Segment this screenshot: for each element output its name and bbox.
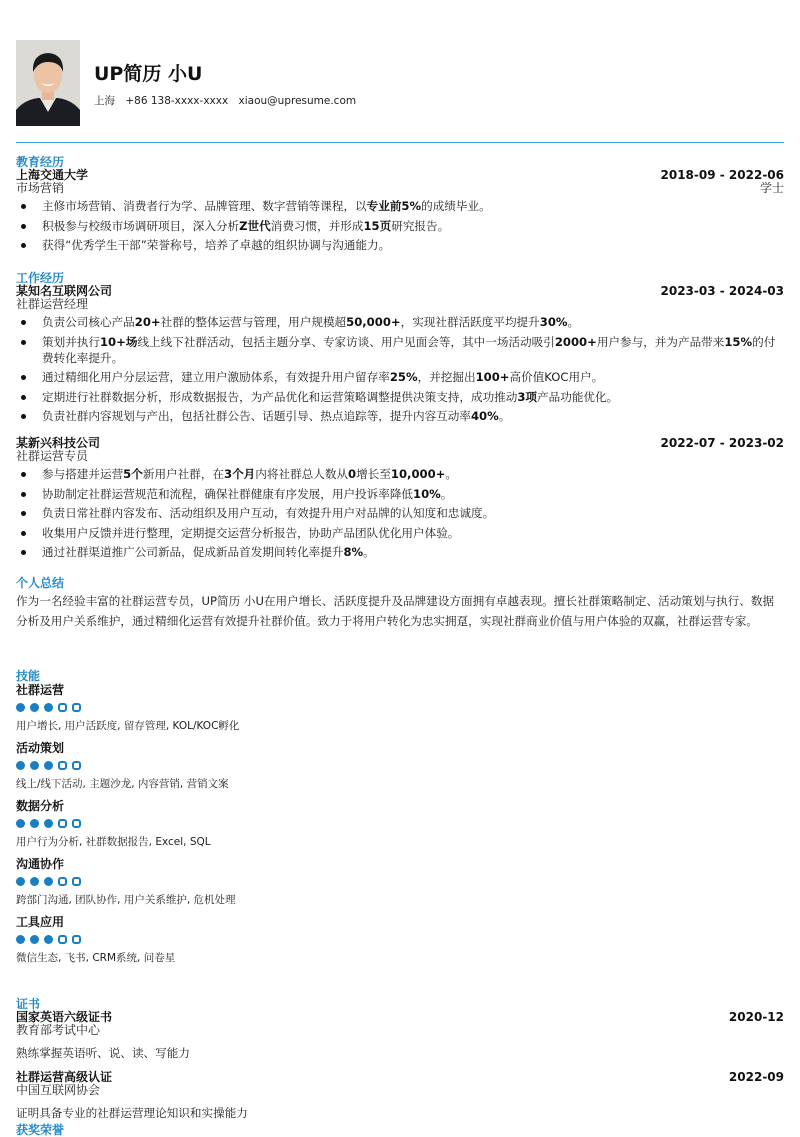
certificates-section [16, 997, 784, 1137]
bullet-item: 策划并执行10+场线上线下社群活动，包括主题分享、专家访谈、用户见面会等，其中一场活动吸引2000+用户参与，并为产品带来15%的付费转化率提升。 [16, 334, 784, 366]
skills-section [16, 670, 784, 973]
section-title: 工作经历 [16, 271, 65, 285]
date-range: 2018-09 - 2022-06 [660, 168, 784, 182]
skill-item [16, 857, 784, 907]
skill-name: 沟通协作 [16, 857, 65, 871]
skill-name: 数据分析 [16, 799, 65, 813]
degree: 学士 [759, 181, 784, 195]
filled-dot-icon [16, 877, 25, 886]
filled-dot-icon [30, 703, 39, 712]
skill-item [16, 741, 784, 791]
bullet-item: 获得“优秀学生干部”荣誉称号，培养了卓越的组织协调与沟通能力。 [16, 237, 784, 253]
section-title: 技能 [16, 669, 41, 683]
header-divider [16, 142, 784, 143]
skill-keywords: 线上/线下活动, 主题沙龙, 内容营销, 营销文案 [16, 778, 229, 790]
company-name: 某新兴科技公司 [16, 436, 101, 450]
skill-item [16, 799, 784, 849]
skill-item [16, 915, 784, 965]
section-title: 教育经历 [16, 155, 65, 169]
bullet-item: 协助制定社群运营规范和流程，确保社群健康有序发展，用户投诉率降低10%。 [16, 486, 784, 502]
bullet-item: 通过精细化用户分层运营，建立用户激励体系，有效提升用户留存率25%，并挖掘出100+高价值KOC用户。 [16, 369, 784, 385]
filled-dot-icon [44, 703, 53, 712]
job-title: 社群运营经理 [16, 297, 89, 311]
company-name: 某知名互联网公司 [16, 284, 113, 298]
contact-line [94, 93, 363, 108]
empty-dot-icon [58, 761, 67, 770]
issuer: 中国互联网协会 [16, 1083, 101, 1097]
filled-dot-icon [30, 877, 39, 886]
date-range: 2023-03 - 2024-03 [660, 284, 784, 298]
filled-dot-icon [44, 935, 53, 944]
bullet-item: 参与搭建并运营5个新用户社群，在3个月内将社群总人数从0增长至10,000+。 [16, 466, 784, 482]
certificate-desc: 熟练掌握英语听、说、读、写能力 [16, 1046, 190, 1060]
bullet-item: 负责公司核心产品20+社群的整体运营与管理，用户规模超50,000+，实现社群活跃度平均提升30%。 [16, 314, 784, 330]
bullet-list [16, 314, 784, 424]
filled-dot-icon [30, 819, 39, 828]
empty-dot-icon [58, 935, 67, 944]
certificate-name: 社群运营高级认证 [16, 1070, 113, 1084]
next-section-title: 获奖荣誉 [16, 1123, 65, 1137]
skill-keywords: 用户行为分析, 社群数据报告, Excel, SQL [16, 836, 211, 848]
person-photo-icon [16, 40, 80, 126]
filled-dot-icon [16, 703, 25, 712]
location: 上海 [94, 95, 115, 107]
school-name: 上海交通大学 [16, 168, 89, 182]
work-entry-2 [16, 437, 784, 564]
section-title: 证书 [16, 997, 41, 1011]
empty-dot-icon [72, 935, 81, 944]
empty-dot-icon [72, 877, 81, 886]
resume-header [16, 40, 363, 128]
filled-dot-icon [16, 819, 25, 828]
certificate-item [16, 1071, 784, 1121]
filled-dot-icon [44, 819, 53, 828]
empty-dot-icon [58, 703, 67, 712]
filled-dot-icon [16, 761, 25, 770]
filled-dot-icon [44, 761, 53, 770]
skill-name: 工具应用 [16, 915, 65, 929]
certificate-name: 国家英语六级证书 [16, 1010, 113, 1024]
bullet-item: 积极参与校级市场调研项目，深入分析Z世代消费习惯，并形成15页研究报告。 [16, 218, 784, 234]
certificate-list [16, 1011, 784, 1121]
skill-level-rating [16, 703, 784, 712]
skill-keywords: 用户增长, 用户活跃度, 留存管理, KOL/KOC孵化 [16, 720, 240, 732]
skills-list [16, 683, 784, 965]
issuer: 教育部考试中心 [16, 1023, 101, 1037]
summary-text: 作为一名经验丰富的社群运营专员，UP简历 小U在用户增长、活跃度提升及品牌建设方面拥有卓越表现。擅长社群策略制定、活动策划与执行、数据分析及用户关系维护，通过精细化运营有效提升社群价值。致力于将用户转化为忠实拥趸，实现社群商业价值与用户体验的双赢，社群运营专家。 [16, 594, 775, 628]
skill-item [16, 683, 784, 733]
filled-dot-icon [30, 761, 39, 770]
skill-level-rating [16, 819, 784, 828]
date-range: 2022-07 - 2023-02 [660, 436, 784, 450]
bullet-item: 负责日常社群内容发布、活动组织及用户互动，有效提升用户对品牌的认知度和忠诚度。 [16, 505, 784, 521]
bullet-item: 定期进行社群数据分析，形成数据报告，为产品优化和运营策略调整提供决策支持，成功推动3项产品功能优化。 [16, 389, 784, 405]
section-title: 个人总结 [16, 576, 65, 590]
empty-dot-icon [58, 877, 67, 886]
skill-keywords: 微信生态, 飞书, CRM系统, 问卷星 [16, 952, 176, 964]
bullet-list [16, 198, 784, 253]
work-section [16, 272, 784, 428]
avatar-photo [16, 40, 80, 126]
filled-dot-icon [16, 935, 25, 944]
phone: +86 138-xxxx-xxxx [125, 95, 229, 107]
bullet-item: 负责社群内容规划与产出，包括社群公告、话题引导、热点追踪等，提升内容互动率40%。 [16, 408, 784, 424]
certificate-date: 2020-12 [728, 1010, 784, 1024]
empty-dot-icon [58, 819, 67, 828]
major: 市场营销 [16, 181, 65, 195]
skill-name: 社群运营 [16, 683, 65, 697]
filled-dot-icon [44, 877, 53, 886]
candidate-name: UP简历 小U [94, 63, 203, 85]
skill-name: 活动策划 [16, 741, 65, 755]
education-section [16, 156, 784, 257]
skill-level-rating [16, 761, 784, 770]
certificate-item [16, 1011, 784, 1061]
certificate-desc: 证明具备专业的社群运营理论知识和实操能力 [16, 1106, 248, 1120]
empty-dot-icon [72, 703, 81, 712]
bullet-list [16, 466, 784, 560]
skill-level-rating [16, 935, 784, 944]
job-title: 社群运营专员 [16, 449, 89, 463]
empty-dot-icon [72, 761, 81, 770]
filled-dot-icon [30, 935, 39, 944]
skill-keywords: 跨部门沟通, 团队协作, 用户关系维护, 危机处理 [16, 894, 236, 906]
bullet-item: 收集用户反馈并进行整理，定期提交运营分析报告，协助产品团队优化用户体验。 [16, 525, 784, 541]
bullet-item: 主修市场营销、消费者行为学、品牌管理、数字营销等课程，以专业前5%的成绩毕业。 [16, 198, 784, 214]
certificate-date: 2022-09 [728, 1070, 784, 1084]
skill-level-rating [16, 877, 784, 886]
bullet-item: 通过社群渠道推广公司新品，促成新品首发期间转化率提升8%。 [16, 544, 784, 560]
empty-dot-icon [72, 819, 81, 828]
email[interactable]: xiaou@upresume.com [238, 95, 357, 107]
summary-section [16, 577, 784, 631]
